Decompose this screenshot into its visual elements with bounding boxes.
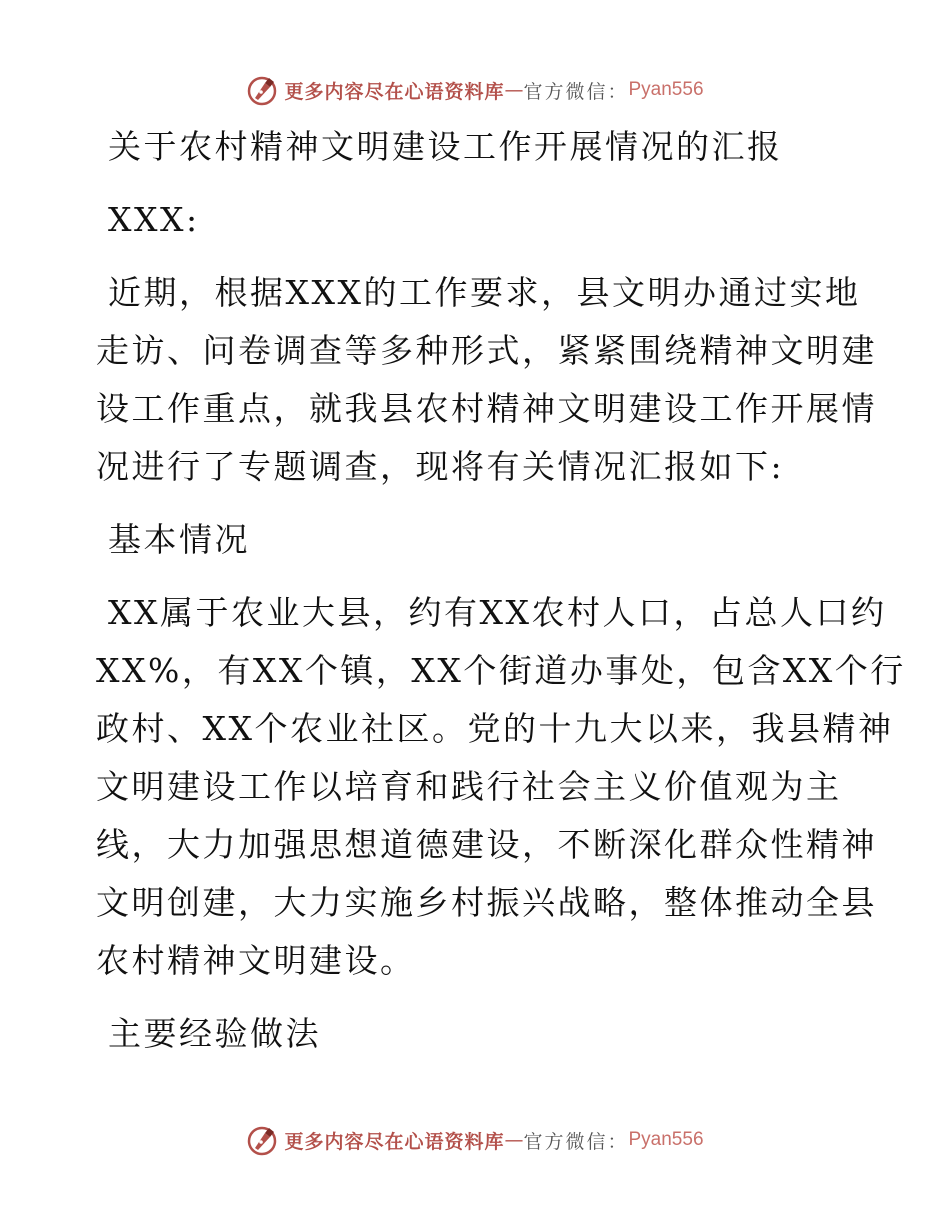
paragraph-line: 文明建设工作以培育和践行社会主义价值观为主 [96, 767, 842, 806]
paragraph-line: 农村精神文明建设。 [96, 941, 416, 980]
paragraph-line: 设工作重点，就我县农村精神文明建设工作开展情 [96, 389, 877, 428]
paragraph-line: 文明创建，大力实施乡村振兴战略，整体推动全县 [96, 883, 877, 922]
watermark-dash: — [504, 79, 524, 101]
watermark-header [0, 70, 950, 110]
paragraph-line: 走访、问卷调查等多种形式，紧紧围绕精神文明建 [96, 331, 877, 370]
basic-info-paragraph [96, 584, 906, 990]
watermark-official-label: 官方微信： [523, 80, 629, 103]
document-title: 关于农村精神文明建设工作开展情况的汇报 [108, 127, 783, 166]
section-heading-experience: 主要经验做法 [108, 1014, 321, 1053]
section-heading-basic: 基本情况 [108, 520, 250, 559]
watermark-official-label: 官方微信： [523, 1130, 629, 1153]
paragraph-line: 况进行了专题调查，现将有关情况汇报如下: [96, 447, 785, 486]
paragraph-line: XX属于农业大县，约有XX农村人口，占总人口约 [108, 593, 887, 632]
paragraph-line: 近期，根据XXX的工作要求，县文明办通过实地 [108, 273, 861, 312]
document-body [96, 118, 906, 1078]
watermark-main-text: 更多内容尽在心语资料库 [284, 80, 505, 103]
paragraph-line: 政村、XX个农业社区。党的十九大以来，我县精神 [96, 709, 894, 748]
watermark-wechat-id: Pyan556 [628, 1129, 704, 1150]
intro-paragraph [96, 264, 877, 496]
watermark-wechat-id: Pyan556 [628, 79, 704, 100]
watermark-main-text: 更多内容尽在心语资料库 [284, 1130, 505, 1153]
paragraph-line: XX%，有XX个镇，XX个街道办事处，包含XX个行 [96, 651, 906, 690]
watermark-footer [0, 1120, 950, 1160]
pen-nib-logo-icon [246, 1124, 278, 1156]
watermark-dash: — [504, 1129, 524, 1151]
paragraph-line: 线，大力加强思想道德建设，不断深化群众性精神 [96, 825, 877, 864]
document-salutation: XXX: [108, 200, 200, 239]
pen-nib-logo-icon [246, 74, 278, 106]
